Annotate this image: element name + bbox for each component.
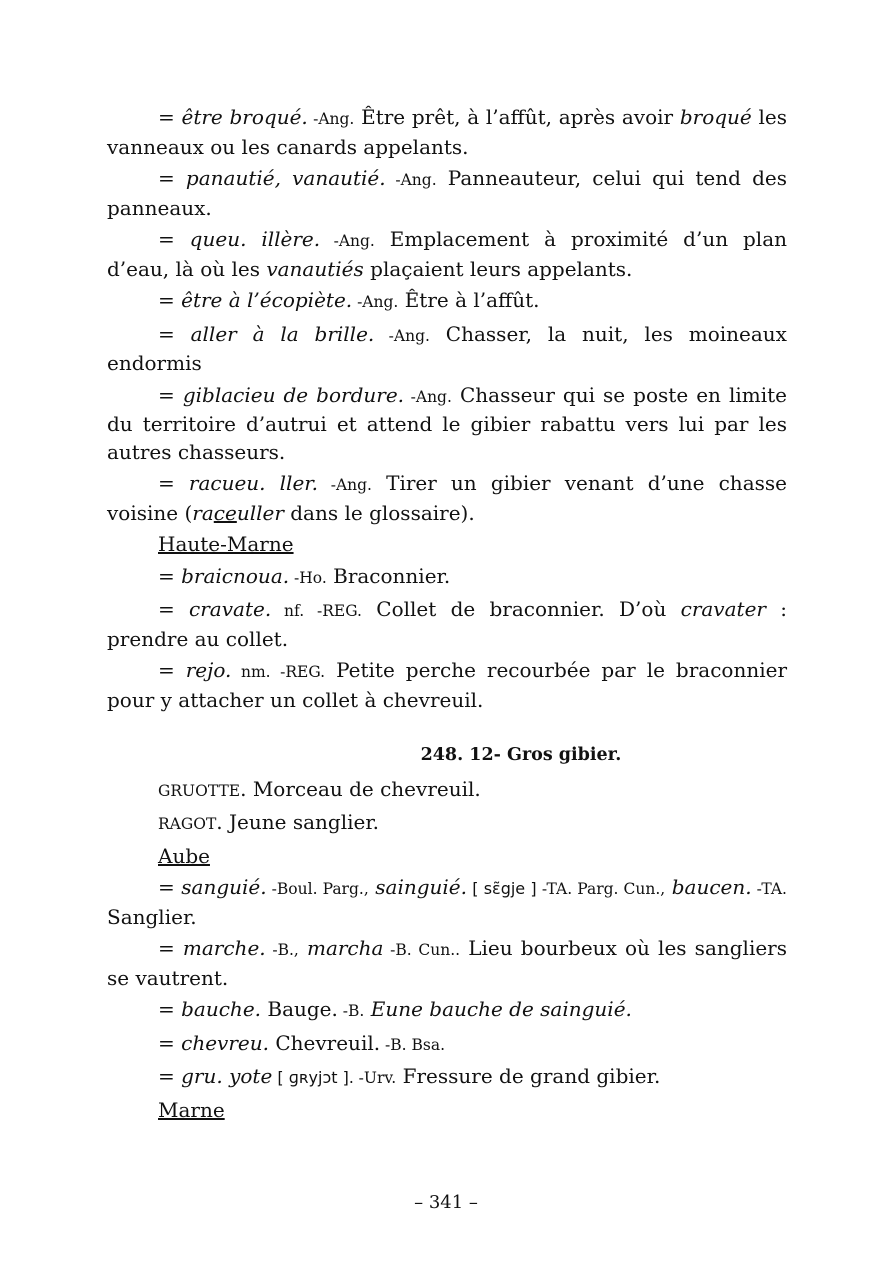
entry-sanguie: = sanguié. -Boul. Parg., sainguié. [ sɛ̃gje ] -TA. Parg. Cun., baucen. -TA. Sanglier. — [107, 875, 787, 929]
entry-braicnoua: = braicnoua. -Ho. Braconnier. — [158, 563, 451, 588]
entry-etre-broque: = être broqué. -Ang. Être prêt, à l’affût, après avoir broqué les vanneaux ou les canards appelants. — [107, 105, 787, 159]
document-page — [107, 104, 787, 1128]
entry-gruyote: = gru. yote [ ɡʀyjɔt ]. -Urv. Fressure de grand gibier. — [158, 1064, 661, 1088]
entry-cravate: = cravate. nf. -REG. Collet de braconnier. D’où cravater : prendre au collet. — [107, 597, 787, 651]
entry-marche: = marche. -B., marcha -B. Cun.. Lieu bourbeux où les sangliers se vautrent. — [107, 936, 788, 990]
entry-panautie: = panautié, vanautié. -Ang. Panneauteur, celui qui tend des panneaux. — [107, 166, 787, 220]
entry-aller-a-la-brille: = aller à la brille. -Ang. Chasser, la nuit, les moineaux endormis — [107, 321, 787, 375]
region-heading-aube: Aube — [158, 843, 210, 868]
entry-bauche: = bauche. Bauge. -B. Eune bauche de sainguié. — [158, 997, 632, 1021]
region-heading-marne: Marne — [158, 1097, 225, 1122]
region-heading-haute-marne: Haute-Marne — [158, 532, 294, 556]
entry-chevreu: = chevreu. Chevreuil. -B. Bsa. — [158, 1030, 446, 1055]
entry-gruotte: GRUOTTE. Morceau de chevreuil. — [158, 776, 481, 801]
page-number: – 341 – — [414, 1192, 478, 1213]
entry-rejo: = rejo. nm. -REG. Petite perche recourbée par le braconnier pour y attacher un collet à chevreuil. — [107, 658, 788, 712]
entry-queuillere: = queu. illère. -Ang. Emplacement à proximité d’un plan d’eau, là où les vanautiés plaçaient leurs appelants. — [107, 227, 787, 281]
entry-racueuller: = racueu. ller. -Ang. Tirer un gibier venant d’une chasse voisine (raceuller dans le glossaire). — [107, 471, 787, 525]
entry-giblacieu: = giblacieu de bordure. -Ang. Chasseur qui se poste en limite du territoire d’autrui et attend le gibier rabattu vers lui par les autres chasseurs. — [107, 382, 787, 464]
section-heading: 248. 12- Gros gibier. — [420, 745, 622, 765]
entry-ecopiete: = être à l’écopiète. -Ang. Être à l’affût. — [158, 288, 540, 312]
entry-ragot: RAGOT. Jeune sanglier. — [158, 810, 380, 834]
